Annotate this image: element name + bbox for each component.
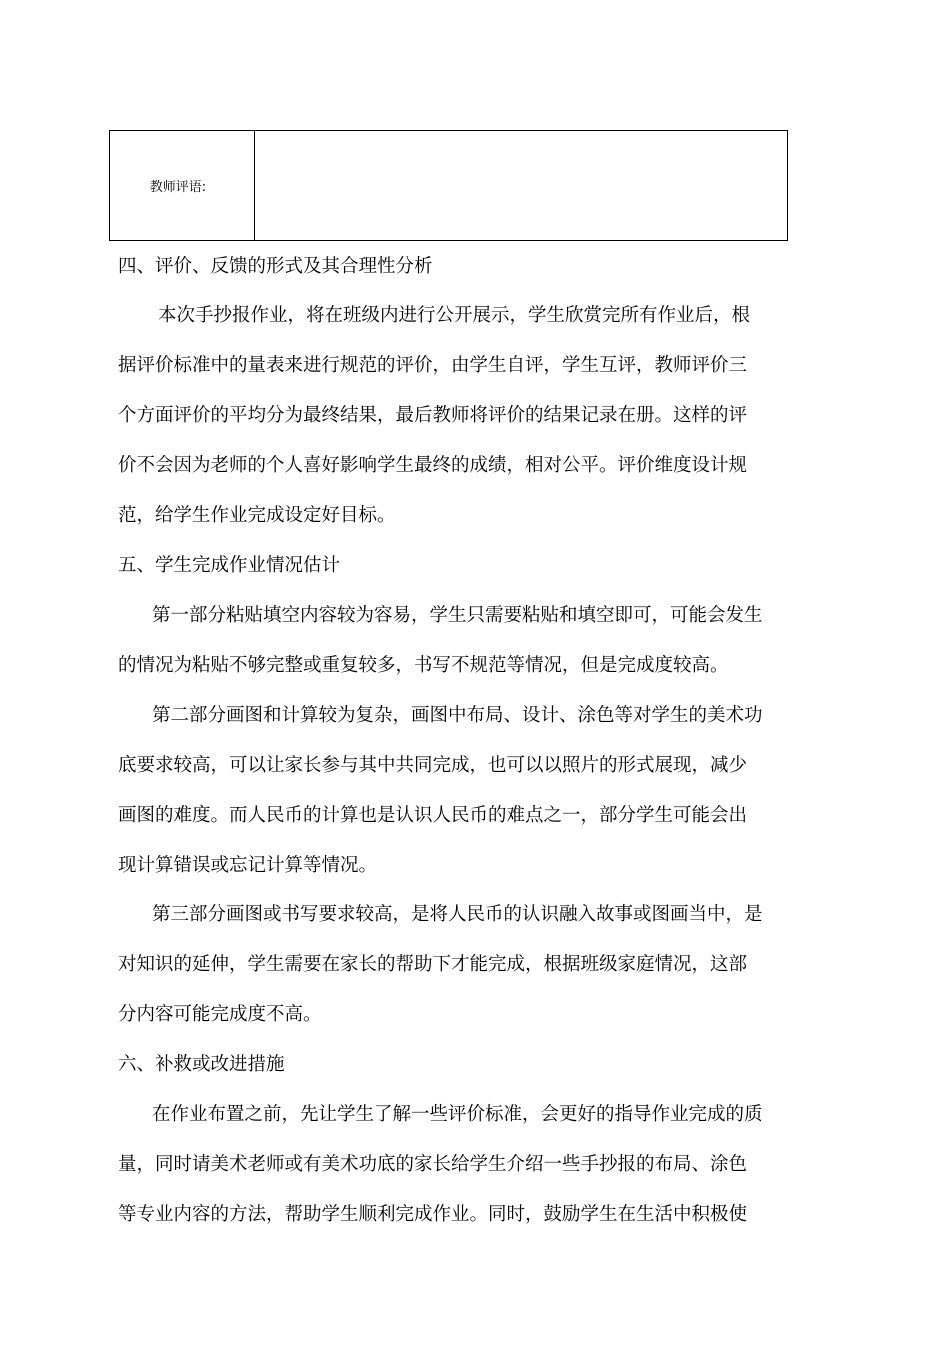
paragraph-line: 个方面评价的平均分为最终结果，最后教师将评价的结果记录在册。这样的评 (118, 405, 748, 426)
section-heading-5: 五、学生完成作业情况估计 (118, 555, 341, 576)
paragraph-line: 现计算错误或忘记计算等情况。 (118, 855, 378, 876)
table-row (110, 131, 788, 241)
paragraph-line: 第三部分画图或书写要求较高，是将人民币的认识融入故事或图画当中，是 (152, 904, 763, 925)
paragraph-line: 量，同时请美术老师或有美术功底的家长给学生介绍一些手抄报的布局、涂色 (118, 1154, 748, 1175)
section-5-paragraph-2 (118, 691, 780, 891)
paragraph-line: 等专业内容的方法，帮助学生顺利完成作业。同时，鼓励学生在生活中积极使 (118, 1204, 748, 1225)
section-6-paragraph-1 (118, 1090, 780, 1240)
section-heading-4: 四、评价、反馈的形式及其合理性分析 (118, 256, 433, 277)
section-4-paragraph-1 (118, 291, 780, 541)
paragraph-line: 对知识的延伸，学生需要在家长的帮助下才能完成，根据班级家庭情况，这部 (118, 954, 748, 975)
paragraph-line: 分内容可能完成度不高。 (118, 1004, 322, 1025)
paragraph-line: 价不会因为老师的个人喜好影响学生最终的成绩，相对公平。评价维度设计规 (118, 455, 748, 476)
paragraph-line: 第一部分粘贴填空内容较为容易，学生只需要粘贴和填空即可，可能会发生 (152, 605, 763, 626)
paragraph-line: 在作业布置之前，先让学生了解一些评价标准，会更好的指导作业完成的质 (152, 1104, 763, 1125)
paragraph-line: 的情况为粘贴不够完整或重复较多，书写不规范等情况，但是完成度较高。 (118, 655, 729, 676)
teacher-comment-label: 教师评语: (110, 131, 255, 241)
paragraph-line: 范，给学生作业完成设定好目标。 (118, 505, 396, 526)
paragraph-line: 据评价标准中的量表来进行规范的评价，由学生自评，学生互评，教师评价三 (118, 355, 748, 376)
paragraph-line: 画图的难度。而人民币的计算也是认识人民币的难点之一，部分学生可能会出 (118, 805, 748, 826)
teacher-comment-cell (255, 131, 788, 241)
paragraph-line: 本次手抄报作业，将在班级内进行公开展示，学生欣赏完所有作业后，根 (158, 305, 751, 326)
section-5-paragraph-3 (118, 890, 780, 1040)
paragraph-line: 第二部分画图和计算较为复杂，画图中布局、设计、涂色等对学生的美术功 (152, 705, 763, 726)
teacher-comment-table (109, 130, 788, 241)
section-5-paragraph-1 (118, 591, 780, 691)
section-heading-6: 六、补救或改进措施 (118, 1054, 285, 1075)
paragraph-line: 底要求较高，可以让家长参与其中共同完成，也可以以照片的形式展现，减少 (118, 755, 748, 776)
